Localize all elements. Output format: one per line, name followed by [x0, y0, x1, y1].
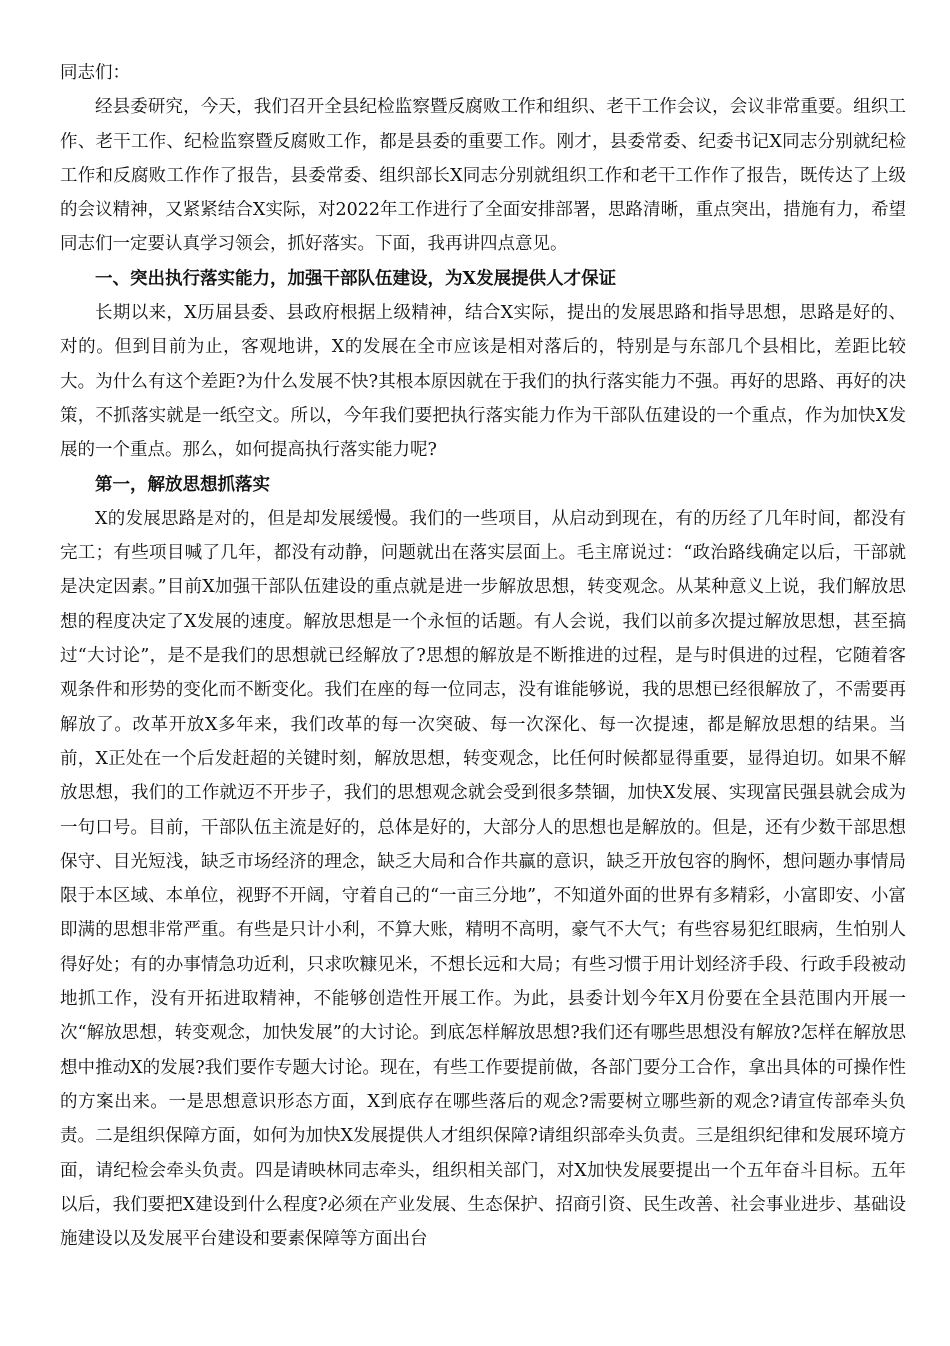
- salutation: 同志们：: [60, 63, 130, 83]
- subsection-heading-1: 第一，解放思想抓落实: [95, 474, 270, 495]
- section-heading-1: 一、突出执行落实能力，加强干部队伍建设，为X发展提供人才保证: [95, 268, 617, 289]
- paragraph-opening: 经县委研究，今天，我们召开全县纪检监察暨反腐败工作和组织、老干工作会议，会议非常重要。组织工作、老干工作、纪检监察暨反腐败工作，都是县委的重要工作。刚才，县委常委、纪委书记X同志分别就纪检工作和反腐败工作作了报告，县委常委、组织部长X同志分别就组织工作和老干工作作了报告，既传达了上级的会议精神，又紧紧结合X实际，对2022年工作进行了全面安排部署，思路清晰，重点突出，措施有力，希望同志们一定要认真学习领会，抓好落实。下面，我再讲四点意见。: [60, 97, 906, 255]
- paragraph-subsection-1: X的发展思路是对的，但是却发展缓慢。我们的一些项目，从启动到现在，有的历经了几年时间，都没有完工；有些项目喊了几年，都没有动静，问题就出在落实层面上。毛主席说过：“政治路线确定以后，干部就是决定因素。”目前X加强干部队伍建设的重点就是进一步解放思想，转变观念。从某种意义上说，我们解放思想的程度决定了X发展的速度。解放思想是一个永恒的话题。有人会说，我们以前多次提过解放思想，甚至搞过“大讨论”，是不是我们的思想就已经解放了?思想的解放是不断推进的过程，是与时俱进的过程，它随着客观条件和形势的变化而不断变化。我们在座的每一位同志，没有谁能够说，我的思想已经很解放了，不需要再解放了。改革开放X多年来，我们改革的每一次突破、每一次深化、每一次提速，都是解放思想的结果。当前，X正处在一个后发赶超的关键时刻，解放思想，转变观念，比任何时候都显得重要，显得迫切。如果不解放思想，我们的工作就迈不开步子，我们的思想观念就会受到很多禁锢，加快X发展、实现富民强县就会成为一句口号。目前，干部队伍主流是好的，总体是好的，大部分人的思想也是解放的。但是，还有少数干部思想保守、目光短浅，缺乏市场经济的理念，缺乏大局和合作共赢的意识，缺乏开放包容的胸怀，想问题办事情局限于本区域、本单位，视野不开阔，守着自己的“一亩三分地”，不知道外面的世界有多精彩，小富即安、小富即满的思想非常严重。有些是只计小利，不算大账，精明不高明，豪气不大气；有些容易犯红眼病，生怕别人得好处；有的办事情急功近利，只求吹糠见米，不想长远和大局；有些习惯于用计划经济手段、行政手段被动地抓工作，没有开拓进取精神，不能够创造性开展工作。为此，县委计划今年X月份要在全县范围内开展一次“解放思想，转变观念，加快发展”的大讨论。到底怎样解放思想?我们还有哪些思想没有解放?怎样在解放思想中推动X的发展?我们要作专题大讨论。现在，有些工作要提前做，各部门要分工合作，拿出具体的可操作性的方案出来。一是思想意识形态方面，X到底存在哪些落后的观念?需要树立哪些新的观念?请宣传部牵头负责。二是组织保障方面，如何为加快X发展提供人才组织保障?请组织部牵头负责。三是组织纪律和发展环境方面，请纪检会牵头负责。四是请映林同志牵头，组织相关部门，对X加快发展要提出一个五年奋斗目标。五年以后，我们要把X建设到什么程度?必须在产业发展、生态保护、招商引资、民生改善、社会事业进步、基础设施建设以及发展平台建设和要素保障等方面出台: [60, 508, 906, 1250]
- paragraph-section-1: 长期以来，X历届县委、县政府根据上级精神，结合X实际，提出的发展思路和指导思想，思路是好的、对的。但到目前为止，客观地讲，X的发展在全市应该是相对落后的，特别是与东部几个县相比，差距比较大。为什么有这个差距?为什么发展不快?其根本原因就在于我们的执行落实能力不强。再好的思路、再好的决策，不抓落实就是一纸空文。所以，今年我们要把执行落实能力作为干部队伍建设的一个重点，作为加快X发展的一个重点。那么，如何提高执行落实能力呢?: [60, 303, 906, 461]
